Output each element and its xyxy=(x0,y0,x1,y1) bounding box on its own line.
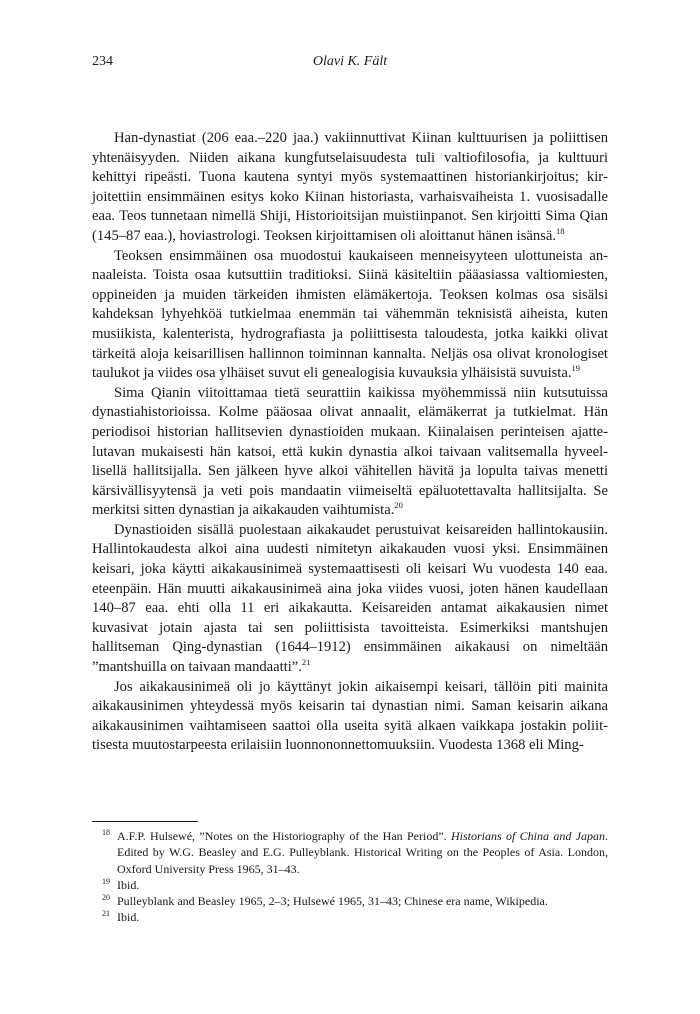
footnote xyxy=(92,828,608,877)
footnote-text xyxy=(117,878,139,892)
footnote-number-text: 20 xyxy=(102,893,110,903)
footnote-number xyxy=(102,909,110,925)
text-run: Jos aikakausinimeä oli jo käyttänyt jokin aikaisempi keisari, tällöin piti mainita aikakausinimen yhteydessä myös keisarin tai dynastian nimi. Saman keisarin aikana aikakausinimen vaihtamiseen saattoi olla useita syitä alkaen vaikkapa jostakin poliittisesta muutostarpeesta erilaisiin luonnononnettomuuksiin. Vuodesta 1368 eli Ming- xyxy=(92,678,608,754)
page-number: 234 xyxy=(92,54,113,69)
page-header xyxy=(92,54,608,74)
text-run: Ibid. xyxy=(117,910,140,925)
footnote xyxy=(92,909,608,925)
text-run: A.F.P. Hulsewé, ”Notes on the Historiography of the Han Period”. xyxy=(117,829,451,843)
footnote-number xyxy=(102,877,110,893)
text-run: Han-dynastiat (206 eaa.–220 jaa.) vakiinnuttivat Kiinan kulttuurisen ja poliittisen yhtenäisyyden. Niiden aikana kungfutselaisuudesta tuli valtiofilosofia, ja kulttuuri kehittyi ripeästi. Tuona kautena syntyi myös systemaattinen historiankirjoitus; kirjoitettiin ensimmäinen esitys koko Kiinan historiasta, varhaisvaiheista 1. vuosisadalle eaa. Teos tunnetaan nimellä Shiji, Historioitsijan muistiinpanot. Sen kirjoitti Sima Qian (145–87 eaa.), hoviastrologi. Teoksen kirjoittamisen oli aloittanut hänen isänsä. xyxy=(92,130,608,244)
text-run: Teoksen ensimmäinen osa muodostui kaukaiseen menneisyyteen ulottuneista annaaleista. Toista osaa kutsuttiin traditioksi. Siinä käsiteltiin pääasiassa valtiomiesten, oppineiden ja muiden tärkeiden ihmisten elämäkertoja. Teoksen kolmas osa sisälsi kahdeksan lyhyehköä tutkielmaa enemmän tai vähemmän teknisistä aiheista, kuten musiikista, kalenterista, hydrografiasta ja poliittisesta taloudesta, jotka kaikki olivat tärkeitä aloja keisarillisen hallinnon toiminnan kannalta. Neljäs osa olivat kronologiset taulukot ja viides osa ylhäiset suvut eli genealogisia kuvauksia ylhäisistä suvuista. xyxy=(92,247,608,382)
text-run: Pulleyblank and Beasley 1965, 2–3; Hulsewé 1965, 31–43; Chinese era name, Wikipedia. xyxy=(117,894,548,909)
running-head-author: Olavi K. Fält xyxy=(312,54,388,69)
footnote-number-text: 18 xyxy=(102,828,110,837)
footnote xyxy=(92,893,608,909)
text-run: Dynastioiden sisällä puolestaan aikakaudet perustuivat keisareiden hallintokausiin. Hallintokaudesta alkoi aina uudesti nimitetyn aikakauden vuosi yksi. Ensimmäinen keisari, joka käytti aikakausinimeä systemaattisesti oli keisari Wu vuodesta 140 eaa. eteenpäin. Hän muutti aikakausinimeä aina joka viides vuosi, joten hänen kaudellaan 140–87 eaa. ehti olla 11 eri aikakautta. Keisareiden antamat aikakausien nimet kuvasivat jotain ajasta tai sen poliittisista tavoitteista. Esimerkiksi mantshujen hallitseman Qing-dynastian (1644–1912) ensimmäinen aikakausi on nimeltään ”mantshuilla on taivaan mandaatti”. xyxy=(92,521,608,676)
footnote-text xyxy=(117,894,548,908)
footnote-number xyxy=(102,893,110,909)
footnote-separator xyxy=(92,821,198,822)
footnote-number xyxy=(102,828,110,844)
footnotes xyxy=(92,828,608,926)
footnote-reference[interactable]: 18 xyxy=(556,225,565,236)
footnote-reference[interactable]: 20 xyxy=(394,500,403,511)
text-run: Sima Qianin viitoittamaa tietä seurattiin kaikissa myöhemmissä niin kutsutuissa dynastiahistorioissa. Kolme pääosaa olivat annaalit, elämäkerrat ja tutkielmat. Hän periodisoi historian hallitsevien dynastioiden mukaan. Kiinalaisen perinteisen ajattelutavan mukaisesti hän katsoi, että kukin dynastia alkoi taivaan valitsemalla hyveellisellä hallitsijalla. Sen jälkeen hyve alkoi vähitellen hävitä ja lopulta taivas menetti kärsivällisyytensä ja veti pois mandaatin viimeiseltä epäluotettavalta hallitsijalta. Se merkitsi sitten dynastian ja aikakauden vaihtumista. xyxy=(92,384,608,519)
footnote xyxy=(92,877,608,893)
footnote-number-text: 21 xyxy=(102,909,110,919)
body-text xyxy=(92,129,608,756)
body-paragraph xyxy=(92,521,608,678)
footnote-text xyxy=(117,829,608,876)
text-run: Ibid. xyxy=(117,877,140,892)
text-run: . Edited by W.G. Beasley and E.G. Pulleyblank. Historical Writing on the Peoples of Asia. London, Oxford University Press 1965, 31–43. xyxy=(117,829,608,876)
body-paragraph xyxy=(92,247,608,384)
body-paragraph xyxy=(92,678,608,756)
footnote-reference[interactable]: 21 xyxy=(301,657,311,668)
footnote-number-text: 19 xyxy=(102,876,110,886)
body-paragraph xyxy=(92,129,608,247)
footnote-reference[interactable]: 19 xyxy=(571,363,580,374)
body-paragraph xyxy=(92,384,608,521)
italic-title: Historians of China and Japan xyxy=(450,829,605,843)
footnote-text xyxy=(117,910,139,924)
